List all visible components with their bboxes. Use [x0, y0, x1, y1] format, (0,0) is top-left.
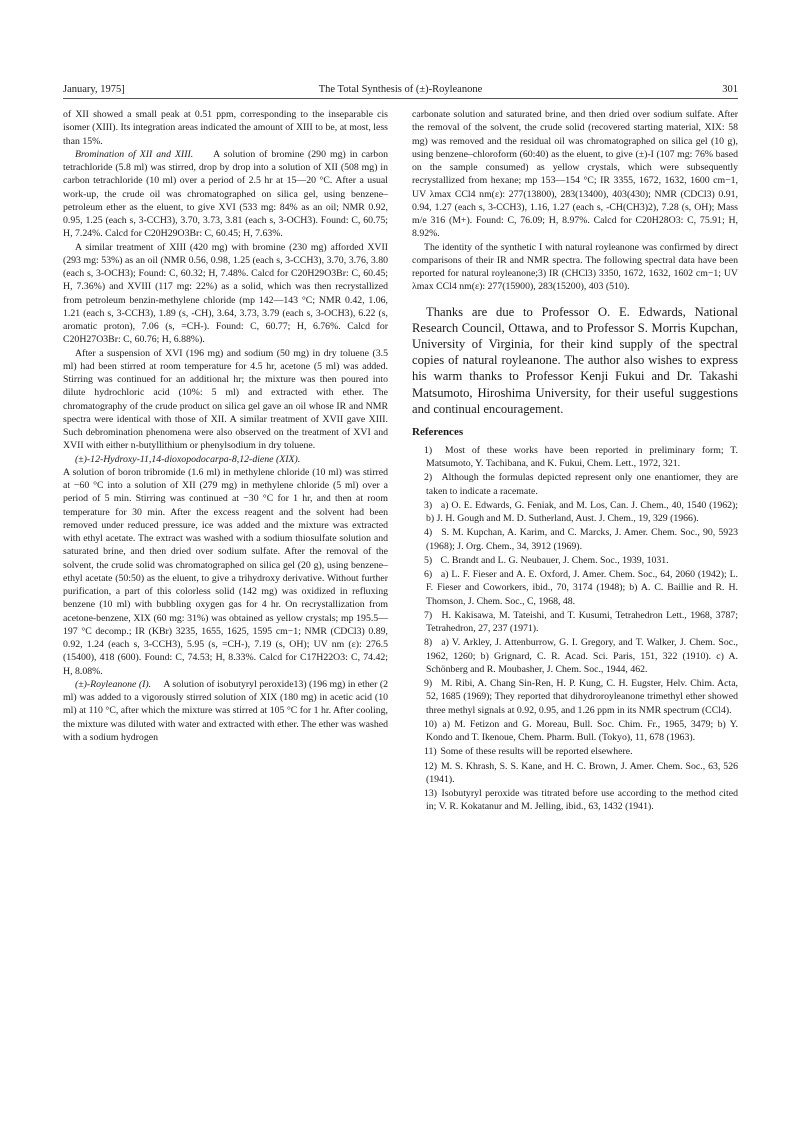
- reference-text: M. Ribi, A. Chang Sin-Ren, H. P. Kung, C. H. Eugster, Helv. Chim. Acta, 52, 1685 (1969); They reported that dihydroroyleanone trimethyl ether showed three methyl signals at 0.92, 0.95, and 1.26 ppm in its NMR spectrum (CCl4).: [426, 678, 738, 716]
- reference-number: 5): [424, 554, 433, 566]
- experimental-section: [63, 678, 388, 744]
- reference-item: [412, 609, 738, 636]
- reference-text: H. Kakisawa, M. Tateishi, and T. Kusumi, Tetrahedron Lett., 1968, 3787; Tetrahedron, 27, 237 (1971).: [426, 609, 739, 635]
- paragraph: The identity of the synthetic I with natural royleanone was confirmed by direct comparisons of their IR and NMR spectra. The following spectral data have been reported for natural royleanone;3) IR (CHCl3) 3350, 1672, 1632, 1602 cm−1; UV λmax CCl4 nm(ε): 277(15900), 283(15200), 403 (510).: [412, 241, 738, 293]
- reference-number: 7): [424, 609, 433, 621]
- section-text: A solution of isobutyryl peroxide13) (196 mg) in ether (2 ml) was added to a vigorously stirred solution of XIX (180 mg) in acetic acid (10 ml) at 110 °C, after which the mixture was stirred at 105 °C for 1 hr. After cooling, the mixture was diluted with water and extracted with ether. The ether was washed with a sodium hydrogen: [63, 678, 389, 743]
- reference-item: [412, 677, 738, 717]
- reference-text: C. Brandt and L. G. Neubauer, J. Chem. Soc., 1939, 1031.: [440, 554, 669, 566]
- reference-number: 6): [424, 569, 433, 581]
- paragraph: After a suspension of XVI (196 mg) and sodium (50 mg) in dry toluene (3.5 ml) had been stirred at room temperature for 4.5 hr, acetone (5 ml) was added. Stirring was continued for an additional hr; the mixture was then poured into dilute hydrochloric acid (10%: 5 ml) and extracted with ether. The chromatography of the crude product on silica gel gave an oil whose IR and NMR spectra were identical with those of XII. A similar treatment of XVII gave XIII. Such debromination phenomena were also observed on the treatment of XVI and XVII with either n-butyllithium or phenylsodium in dry toluene.: [63, 347, 388, 452]
- reference-item: [412, 745, 738, 758]
- experimental-section: [63, 453, 388, 466]
- reference-item: [412, 760, 738, 787]
- reference-item: [412, 568, 738, 608]
- acknowledgment: Thanks are due to Professor O. E. Edwards, National Research Council, Ottawa, and to Professor S. Morris Kupchan, University of Virginia, for their kind supply of the spectral copies of natural royleanone. The author also wishes to express his warm thanks to Professor Kenji Fukui and Dr. Takashi Matsumoto, Hiroshima University, for their useful suggestions and continual encouragement.: [412, 304, 738, 416]
- reference-text: Although the formulas depicted represent only one enantiomer, they are taken to indicate a racemate.: [426, 472, 738, 497]
- experimental-section: [63, 148, 388, 241]
- reference-text: Isobutyryl peroxide was titrated before use according to the method cited in; V. R. Kokatanur and M. Jelling, ibid., 63, 1432 (1941).: [426, 788, 738, 813]
- reference-item: [412, 499, 738, 526]
- reference-number: 2): [424, 472, 433, 484]
- reference-text: a) L. F. Fieser and A. E. Oxford, J. Amer. Chem. Soc., 64, 2060 (1942); L. F. Fieser and Coworkers, ibid., 70, 3174 (1948); b) A. C. Baillie and R. H. Thomson, J. Chem. Soc., C, 1968, 48.: [426, 569, 739, 607]
- reference-number: 13): [424, 788, 438, 800]
- references-list: [412, 444, 738, 814]
- issue-date: January, 1975]: [63, 84, 125, 95]
- reference-item: [412, 554, 738, 567]
- reference-text: Some of these results will be reported elsewhere.: [440, 746, 633, 758]
- reference-item: [412, 471, 738, 498]
- left-column: [63, 108, 388, 744]
- reference-number: 4): [424, 527, 433, 539]
- reference-text: Most of these works have been reported in preliminary form; T. Matsumoto, Y. Tachibana, and K. Fukui, Chem. Lett., 1972, 321.: [426, 444, 738, 470]
- reference-item: [412, 718, 738, 745]
- section-text: A solution of bromine (290 mg) in carbon tetrachloride (5.8 ml) was stirred, drop by drop into a solution of XII (508 mg) in carbon tetrachloride (10 ml) over a period of 2.5 hr at 15—20 °C. After a usual work-up, the crude oil was chromatographed on silica gel, using benzene–petroleum ether as the eluent, to give XVI (533 mg: 84% as an oil; NMR 0.92, 0.95, 1.25 (each s, 3-CCH3), 3.70, 3.73, 3.81 (each s, 3-OCH3). Found: C, 60.75; H, 7.24%. Calcd for C20H29O3Br: C, 60.45; H, 7.63%.: [63, 148, 389, 240]
- section-heading: Bromination of XII and XIII.: [75, 148, 194, 160]
- reference-number: 3): [424, 499, 433, 511]
- reference-number: 12): [424, 760, 438, 772]
- reference-text: a) V. Arkley, J. Attenburrow, G. I. Gregory, and T. Walker, J. Chem. Soc., 1962, 1260; b) Grignard, C. R. Acad. Sci. Paris, 151, 322 (1910). c) A. Schönberg and R. Moubasher, J. Chem. Soc., 1944, 462.: [426, 637, 738, 675]
- reference-number: 1): [424, 444, 433, 456]
- reference-number: 8): [424, 637, 433, 649]
- running-title: The Total Synthesis of (±)-Royleanone: [318, 84, 483, 95]
- reference-item: [412, 636, 738, 676]
- reference-item: [412, 444, 738, 471]
- reference-number: 11): [424, 746, 437, 758]
- paragraph: A solution of boron tribromide (1.6 ml) in methylene chloride (10 ml) was stirred at −60 °C into a solution of XII (279 mg) in methylene chloride (5 ml) over a period of 5 min. Stirring was continued at −30 °C for 1 hr, and then at room temperature for 30 min. After the excess reagent and the solvent had been removed under reduced pressure, ice was added and the mixture was extracted with ethyl acetate. The extract was washed with a sodium thiosulfate solution and saturated brine, and then dried over sodium sulfate. After the removal of the solvent, the crude solid was chromatographed on silica gel (20 g), using benzene–ethyl acetate (50:50) as the eluent, to give a trihydroxy derivative. Without further purification, a part of this colorless solid (142 mg) was oxidized in refluxing benzene (10 ml) with bubbling oxygen gas for 4 hr. On recrystallization from acetone-benzene, XIX (60 mg: 31%) was obtained as yellow crystals; mp 195.5—197 °C decomp.; IR (KBr) 3235, 1655, 1625, 1595 cm−1; NMR (CDCl3) 0.89, 0.92, 1.24 (each s, 3-CCH3), 5.95 (s, =CH-), 7.19 (s, OH); UV nm (ε): 276.5 (15400), 418 (600). Found: C, 74.53; H, 8.33%. Calcd for C17H22O3: C, 74.42; H, 8.08%.: [63, 466, 388, 677]
- reference-text: S. M. Kupchan, A. Karim, and C. Marcks, J. Amer. Chem. Soc., 90, 5923 (1968); J. Org. Chem., 34, 3912 (1969).: [426, 527, 738, 552]
- paragraph: A similar treatment of XIII (420 mg) with bromine (230 mg) afforded XVII (293 mg: 53%) as an oil (NMR 0.56, 0.98, 1.25 (each s, 3-CCH3), 3.70, 3.76, 3.80 (each s, 3-OCH3); Found: C, 60.32; H, 7.48%. Calcd for C20H29O3Br: C, 60.45; H, 7.36%) and XVIII (117 mg: 22%) as a solid, which was then recrystallized from petroleum benzin-methylene chloride (mp 142—143 °C; NMR 0.42, 1.06, 1.21 (each s, 3-CCH3), 1.89 (s, -CH), 3.64, 3.73, 3.79 (each s, 3-OCH3), 6.22 (s, aromatic proton), 7.06 (s, =CH-). Found: C, 60.77; H, 6.76%. Calcd for C20H27O3Br: C, 60.76; H, 6.88%).: [63, 241, 388, 346]
- section-heading: (±)-Royleanone (I).: [75, 678, 152, 690]
- right-column: [412, 108, 738, 815]
- references-heading: References: [412, 425, 464, 438]
- reference-text: a) M. Fetizon and G. Moreau, Bull. Soc. Chim. Fr., 1965, 3479; b) Y. Kondo and T. Ikenoue, Chem. Pharm. Bull. (Tokyo), 11, 678 (1963).: [426, 718, 739, 744]
- reference-item: [412, 787, 738, 814]
- section-heading: (±)-12-Hydroxy-11,14-dioxopodocarpa-8,12-diene (XIX).: [75, 453, 301, 465]
- reference-text: a) O. E. Edwards, G. Feniak, and M. Los, Can. J. Chem., 40, 1540 (1962); b) J. H. Gough and M. D. Sutherland, Aust. J. Chem., 19, 329 (1966).: [426, 499, 739, 525]
- reference-text: M. S. Khrash, S. S. Kane, and H. C. Brown, J. Amer. Chem. Soc., 63, 526 (1941).: [426, 760, 738, 785]
- reference-number: 10): [424, 718, 438, 730]
- reference-item: [412, 526, 738, 553]
- paragraph: carbonate solution and saturated brine, and then dried over sodium sulfate. After the removal of the solvent, the crude solid (recovered starting material, XIX: 58 mg) was removed and the residual oil was chromatographed on silica gel (10 g), using benzene–chloroform (60:40) as the eluent, to give (±)-I (107 mg: 76% based on the sample consumed) as yellow crystals, which were subsequently recrystallized from hexane; mp 153—154 °C; IR 3355, 1672, 1632, 1600 cm−1, UV λmax CCl4 nm(ε): 277(13800), 283(13400), 403(430); NMR (CDCl3) 0.91, 0.94, 1.27 (each s, 3-CCH3), 1.16, 1.27 (each s, -CH(CH3)2), 7.28 (s, OH); Mass m/e 316 (M+). Found: C, 76.09; H, 8.97%. Calcd for C20H28O3: C, 75.91; H, 8.92%.: [412, 109, 738, 240]
- page-number: 301: [722, 84, 738, 95]
- running-header: [63, 82, 738, 99]
- reference-number: 9): [424, 678, 433, 690]
- paragraph: of XII showed a small peak at 0.51 ppm, corresponding to the inseparable cis isomer (XIII). Its integration areas indicated the amount of XIII to be, at most, less than 15%.: [63, 109, 388, 147]
